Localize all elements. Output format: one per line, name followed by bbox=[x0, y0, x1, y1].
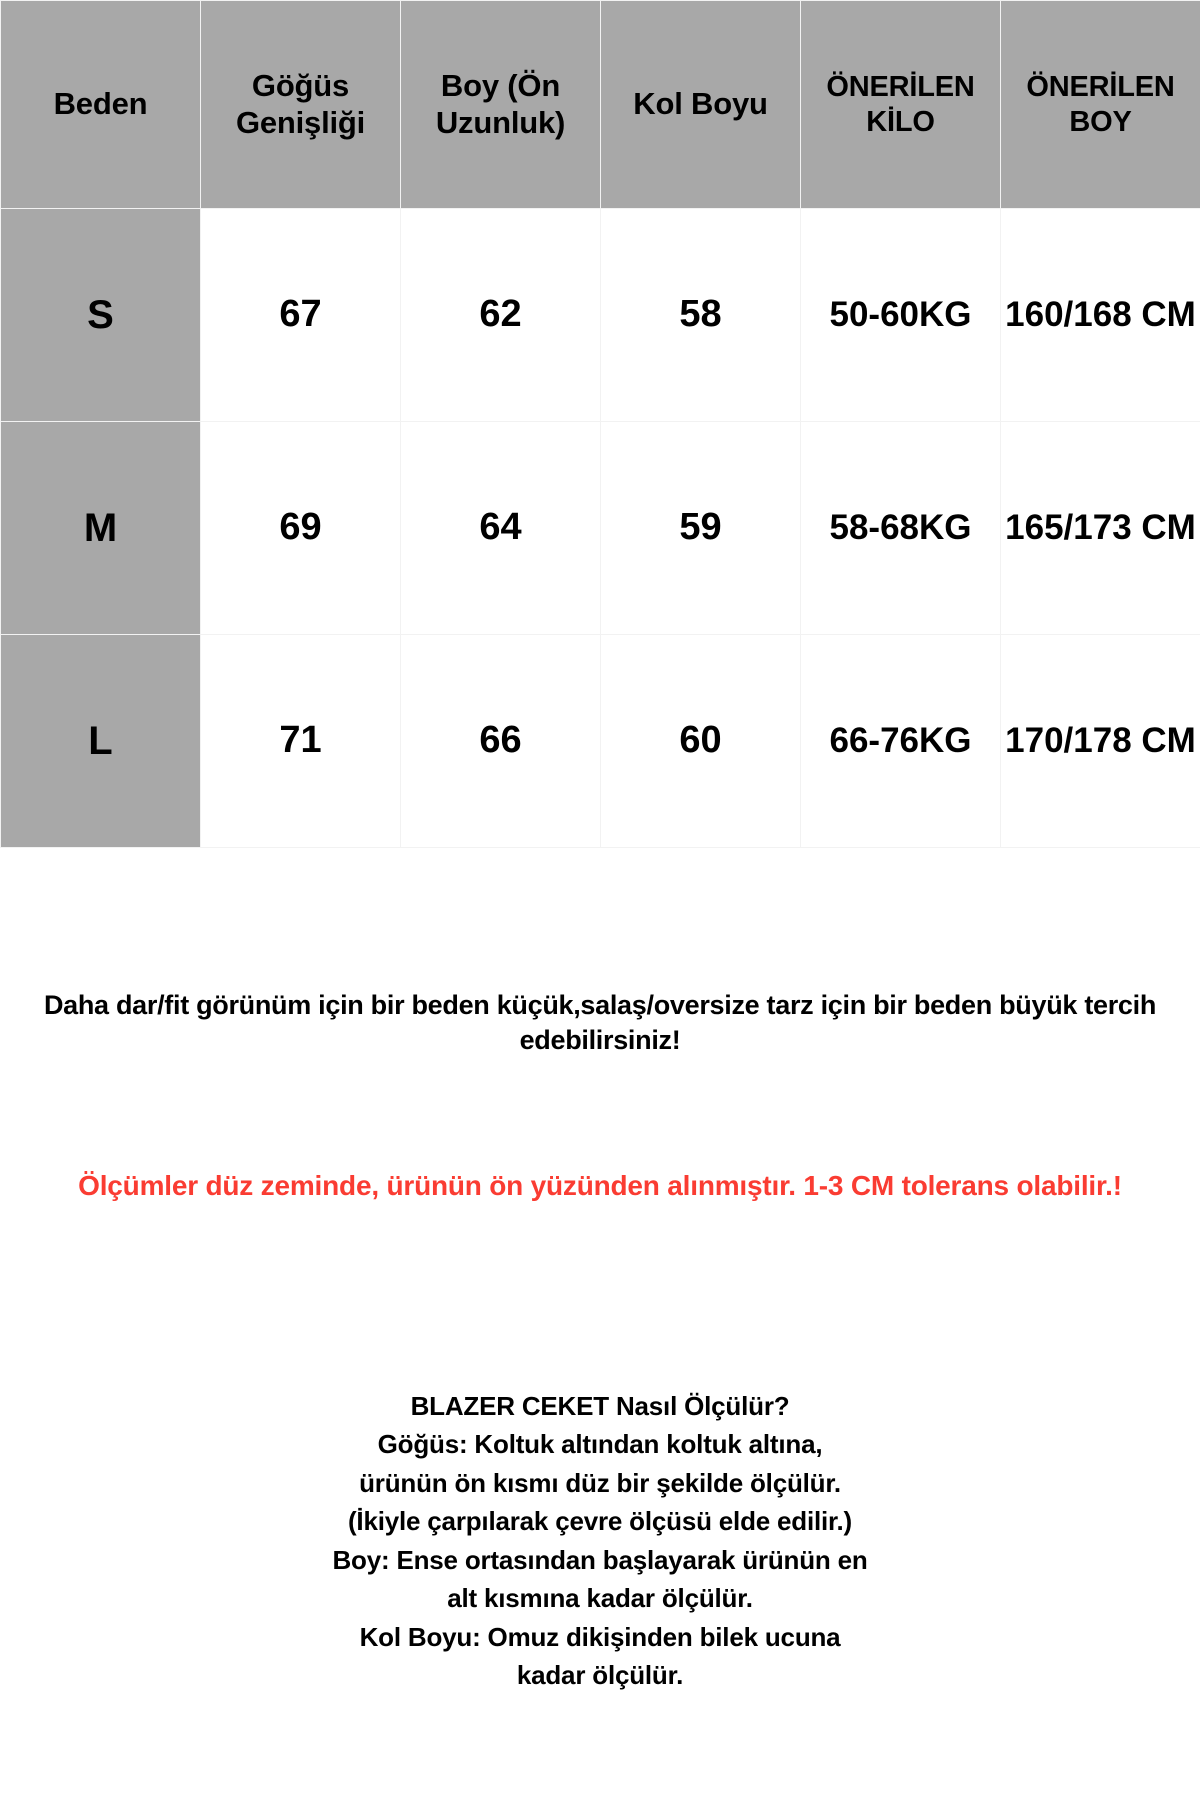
table-header bbox=[1, 1, 1200, 209]
how-to-measure-section bbox=[0, 1387, 1200, 1695]
how-to-measure-line: kadar ölçülür. bbox=[516, 1660, 684, 1691]
cell-size: S bbox=[1, 209, 201, 422]
measurement-tolerance-note bbox=[0, 1168, 1200, 1205]
column-header-gogus-genisligi: Göğüs Genişliği bbox=[201, 1, 401, 209]
table-row bbox=[1, 422, 1200, 635]
column-header-kol-boyu: Kol Boyu bbox=[601, 1, 801, 209]
how-to-measure-line: Boy: Ense ortasından başlayarak ürünün en bbox=[332, 1544, 868, 1575]
cell-recommended-height: 170/178 CM bbox=[1001, 635, 1200, 848]
cell-front-length: 64 bbox=[401, 422, 601, 635]
size-chart-table bbox=[0, 0, 1200, 848]
table-body bbox=[1, 209, 1200, 848]
how-to-measure-line: ürünün ön kısmı düz bir şekilde ölçülür. bbox=[359, 1467, 841, 1498]
cell-sleeve-length: 59 bbox=[601, 422, 801, 635]
cell-sleeve-length: 60 bbox=[601, 635, 801, 848]
how-to-measure-line: alt kısmına kadar ölçülür. bbox=[447, 1583, 753, 1614]
how-to-measure-line: Kol Boyu: Omuz dikişinden bilek ucuna bbox=[359, 1621, 841, 1652]
how-to-measure-title: BLAZER CEKET Nasıl Ölçülür? bbox=[410, 1391, 790, 1421]
cell-recommended-height: 160/168 CM bbox=[1001, 209, 1200, 422]
cell-front-length: 66 bbox=[401, 635, 601, 848]
cell-recommended-height: 165/173 CM bbox=[1001, 422, 1200, 635]
cell-chest-width: 67 bbox=[201, 209, 401, 422]
column-header-beden: Beden bbox=[1, 1, 201, 209]
how-to-measure-line: (İkiyle çarpılarak çevre ölçüsü elde edilir.) bbox=[347, 1506, 853, 1537]
cell-front-length: 62 bbox=[401, 209, 601, 422]
cell-recommended-weight: 58-68KG bbox=[801, 422, 1001, 635]
cell-size: L bbox=[1, 635, 201, 848]
fit-recommendation-note: Daha dar/fit görünüm için bir beden küçük,salaş/oversize tarz için bir beden büyük tercih edebilirsiniz! bbox=[43, 990, 1157, 1055]
cell-chest-width: 69 bbox=[201, 422, 401, 635]
column-header-onerilen-boy: ÖNERİLEN BOY bbox=[1001, 1, 1200, 209]
table-header-row bbox=[1, 1, 1200, 209]
cell-recommended-weight: 66-76KG bbox=[801, 635, 1001, 848]
column-header-boy-on-uzunluk: Boy (Ön Uzunluk) bbox=[401, 1, 601, 209]
cell-size: M bbox=[1, 422, 201, 635]
tolerance-note-line-1: Ölçümler düz zeminde, ürünün ön yüzünden alınmıştır. bbox=[78, 1170, 796, 1201]
table-row bbox=[1, 635, 1200, 848]
column-header-onerilen-kilo: ÖNERİLEN KİLO bbox=[801, 1, 1001, 209]
table-row bbox=[1, 209, 1200, 422]
tolerance-note-line-2: 1-3 CM tolerans olabilir.! bbox=[803, 1170, 1122, 1201]
cell-chest-width: 71 bbox=[201, 635, 401, 848]
how-to-measure-line: Göğüs: Koltuk altından koltuk altına, bbox=[377, 1429, 823, 1460]
cell-recommended-weight: 50-60KG bbox=[801, 209, 1001, 422]
cell-sleeve-length: 58 bbox=[601, 209, 801, 422]
